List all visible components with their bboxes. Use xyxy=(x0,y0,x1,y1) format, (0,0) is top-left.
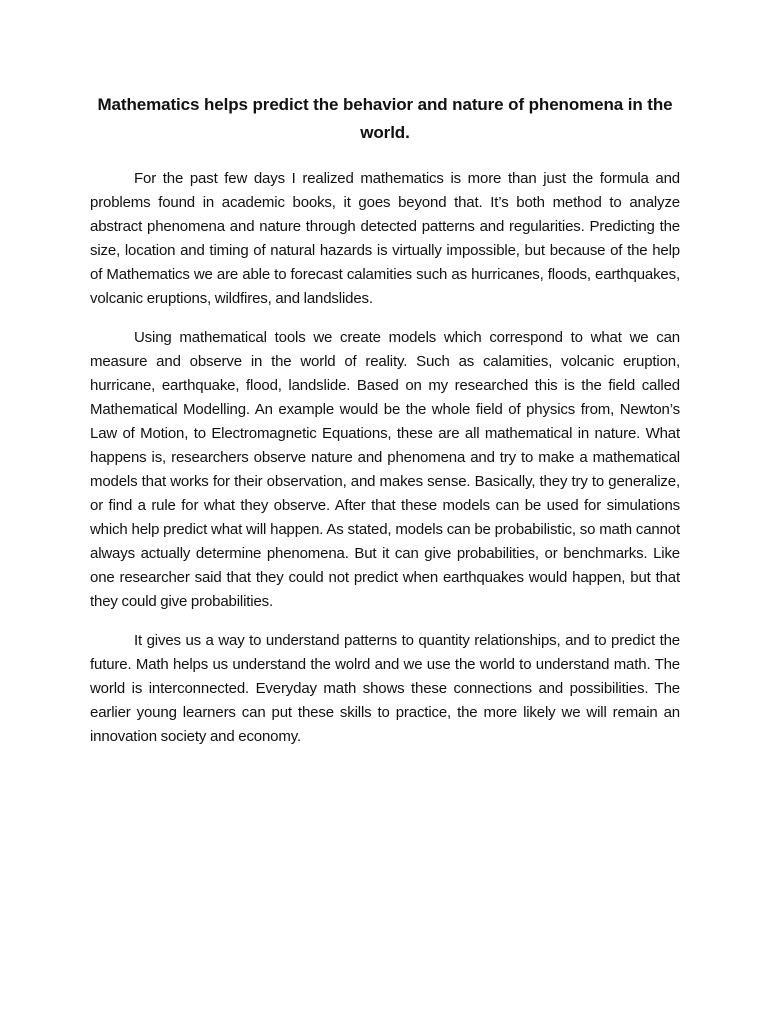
body-paragraph-1: For the past few days I realized mathematics is more than just the formula and problems found in academic books, it goes beyond that. It’s both method to analyze abstract phenomena and nature through detected patterns and regularities. Predicting the size, location and timing of natural hazards is virtually impossible, but because of the help of Mathematics we are able to forecast calamities such as hurricanes, floods, earthquakes, volcanic eruptions, wildfires, and landslides. xyxy=(90,170,680,307)
document-title: Mathematics helps predict the behavior and nature of phenomena in the world. xyxy=(97,95,673,142)
body-paragraph-2: Using mathematical tools we create models which correspond to what we can measure and observe in the world of reality. Such as calamities, volcanic eruption, hurricane, earthquake, flood, landslide. Based on my researched this is the field called Mathematical Modelling. An example would be the whole field of physics from, Newton’s Law of Motion, to Electromagnetic Equations, these are all mathematical in nature. What happens is, researchers observe nature and phenomena and try to make a mathematical models that works for their observation, and makes sense. Basically, they try to generalize, or find a rule for what they observe. After that these models can be used for simulations which help predict what will happen. As stated, models can be probabilistic, so math cannot always actually determine phenomena. But it can give probabilities, or benchmarks. Like one researcher said that they could not predict when earthquakes would happen, but that they could give probabilities. xyxy=(90,329,680,610)
body-paragraph-3: It gives us a way to understand patterns to quantity relationships, and to predict the future. Math helps us understand the wolrd and we use the world to understand math. The world is interconnected. Everyday math shows these connections and possibilities. The earlier young learners can put these skills to practice, the more likely we will remain an innovation society and economy. xyxy=(90,632,680,745)
